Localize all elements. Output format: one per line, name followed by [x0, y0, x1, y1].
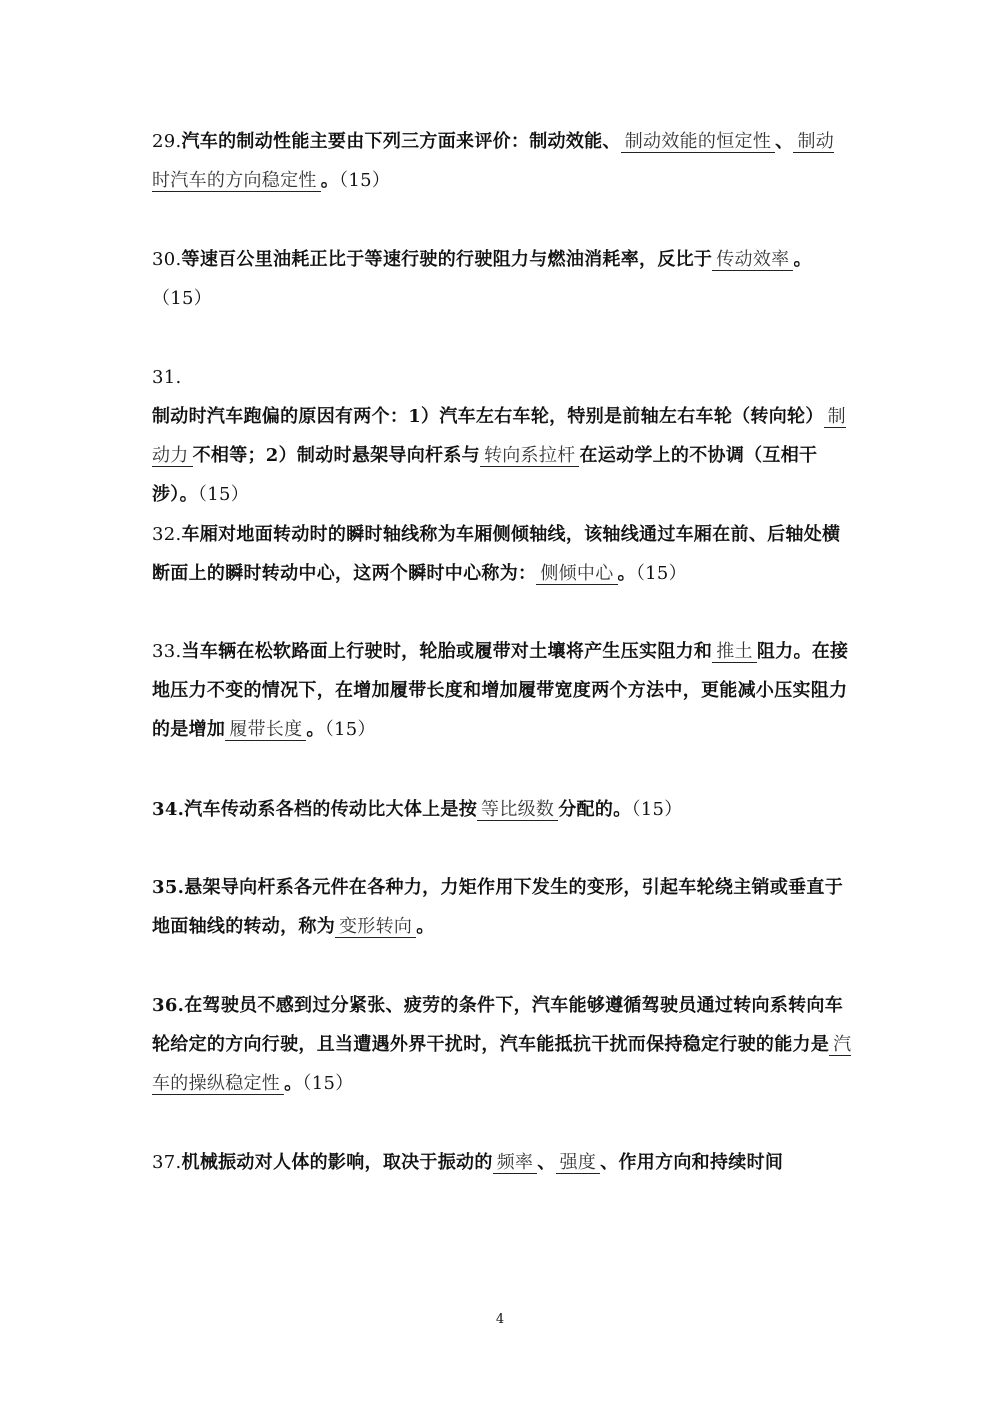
question-number: 35. — [152, 877, 185, 898]
answer-blank: 传动效率 — [712, 249, 793, 271]
question-37 — [152, 1143, 852, 1182]
answer-blank: 变形转向 — [335, 916, 416, 938]
answer-blank: 汽车的操纵稳定性 — [152, 1034, 852, 1094]
question-29 — [152, 122, 852, 200]
question-number: 37. — [152, 1152, 182, 1173]
question-number: 32. — [152, 524, 182, 545]
question-30 — [152, 240, 852, 318]
answer-blank: 转向系拉杆 — [480, 445, 580, 467]
answer-blank: 履带长度 — [225, 719, 306, 741]
question-points: （15） — [152, 288, 213, 309]
answer-blank: 强度 — [556, 1152, 601, 1174]
question-33 — [152, 632, 852, 749]
question-text: 在运动学上的不协调（互相干涉）。 — [152, 445, 818, 505]
question-text: 当车辆在松软路面上行驶时，轮胎或履带对土壤将产生压实阻力和 — [181, 641, 713, 662]
question-number: 31. — [152, 367, 182, 388]
question-text: 、作用方向和持续时间 — [600, 1152, 784, 1173]
question-text: 汽车传动系各档的传动比大体上是按 — [184, 799, 478, 820]
answer-blank: 制动力 — [152, 406, 846, 466]
question-text: 。 — [320, 170, 340, 191]
question-36 — [152, 986, 852, 1103]
question-number: 33. — [152, 641, 182, 662]
question-points: （15） — [302, 1073, 354, 1094]
answer-blank: 制动效能的恒定性 — [621, 131, 775, 153]
page-number: 4 — [495, 1312, 505, 1327]
answer-blank: 等比级数 — [477, 799, 558, 821]
question-number: 30. — [152, 249, 182, 270]
question-text: 。 — [793, 249, 812, 270]
question-31 — [152, 358, 852, 514]
question-34 — [152, 790, 852, 829]
question-text: 。 — [306, 719, 325, 740]
question-35 — [152, 868, 852, 946]
answer-blank: 频率 — [493, 1152, 538, 1174]
answer-blank: 制动时汽车的方向稳定性 — [152, 131, 835, 191]
question-number: 29. — [152, 131, 182, 152]
question-text: 。 — [284, 1073, 303, 1094]
question-text: 、 — [775, 131, 794, 152]
question-points: （15） — [324, 719, 376, 740]
question-text: 在驾驶员不感到过分紧张、疲劳的条件下，汽车能够遵循驾驶员通过转向系转向车轮给定的方向行驶，且当遭遇外界干扰时，汽车能抵抗干扰而保持稳定行驶的能力是 — [152, 995, 844, 1055]
question-32 — [152, 515, 852, 593]
question-text: 机械振动对人体的影响，取决于振动的 — [181, 1152, 493, 1173]
answer-blank: 侧倾中心 — [536, 563, 617, 585]
question-text: 制动时汽车跑偏的原因有两个：1）汽车左右车轮，特别是前轴左右车轮（转向轮） — [152, 406, 824, 427]
question-text: 阻力。在接地压力不变的情况下，在增加履带长度和增加履带宽度两个方法中，更能减小压实阻力的是增加 — [152, 641, 849, 740]
question-points: （15） — [339, 170, 391, 191]
question-text: 。 — [416, 916, 435, 937]
question-number: 34. — [152, 799, 185, 820]
question-points: （15） — [197, 484, 250, 505]
question-text: 。 — [617, 563, 636, 584]
question-text: 悬架导向杆系各元件在各种力，力矩作用下发生的变形，引起车轮绕主销或垂直于地面轴线的转动，称为 — [152, 877, 844, 937]
question-text: 分配的。 — [558, 799, 632, 820]
question-text: 、 — [537, 1152, 556, 1173]
question-points: （15） — [635, 563, 687, 584]
question-text: 等速百公里油耗正比于等速行驶的行驶阻力与燃油消耗率，反比于 — [181, 249, 713, 270]
question-points: （15） — [631, 799, 683, 820]
question-number: 36. — [152, 995, 185, 1016]
question-text: 汽车的制动性能主要由下列三方面来评价：制动效能、 — [181, 131, 621, 152]
answer-blank: 推土 — [712, 641, 757, 663]
question-text: 不相等；2）制动时悬架导向杆系与 — [192, 445, 480, 466]
question-text: 车厢对地面转动时的瞬时轴线称为车厢侧倾轴线，该轴线通过车厢在前、后轴处横断面上的瞬时转动中心，这两个瞬时中心称为： — [152, 524, 841, 584]
